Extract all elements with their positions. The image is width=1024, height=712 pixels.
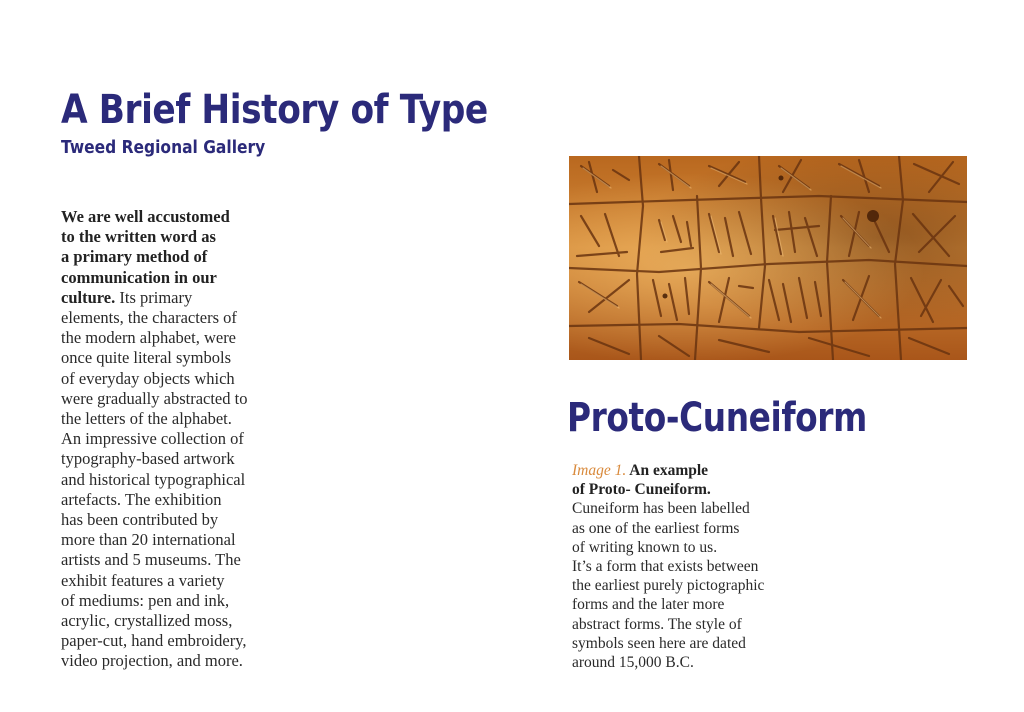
intro-text-line: artefacts. The exhibition <box>61 489 222 509</box>
image-label: Image 1. <box>572 462 627 479</box>
intro-text-line: once quite literal symbols <box>61 348 232 368</box>
intro-paragraph <box>61 207 291 672</box>
intro-lead-line: to the written word as <box>61 227 216 247</box>
intro-text-line: were gradually abstracted to <box>61 388 248 408</box>
intro-text-line: typography-based artwork <box>61 449 235 469</box>
intro-text-line <box>61 288 291 308</box>
caption-text-line: symbols seen here are dated <box>572 634 746 652</box>
caption-text-line: It’s a form that exists between <box>572 558 759 576</box>
intro-text-line: acrylic, crystallized moss, <box>61 611 233 631</box>
section-heading: Proto-Cuneiform <box>567 395 867 441</box>
caption-text-line: the earliest purely pictographic <box>572 577 765 595</box>
caption-lead-start: An example <box>626 462 709 479</box>
image-caption <box>572 461 832 672</box>
intro-text-line: of mediums: pen and ink, <box>61 590 230 610</box>
intro-text-line: the modern alphabet, were <box>61 328 237 348</box>
intro-text-line: video projection, and more. <box>61 651 243 671</box>
cuneiform-tablet-image <box>569 156 967 360</box>
intro-text-line: the letters of the alphabet. <box>61 409 232 429</box>
caption-text-line: forms and the later more <box>572 596 725 614</box>
cuneiform-tablet-illustration <box>569 156 967 360</box>
intro-lead-line: communication in our <box>61 267 217 287</box>
page-subtitle: Tweed Regional Gallery <box>61 137 266 158</box>
intro-text-line: paper-cut, hand embroidery, <box>61 631 247 651</box>
caption-lead-line: of Proto- Cuneiform. <box>572 481 711 499</box>
intro-text-line: elements, the characters of <box>61 308 237 328</box>
intro-text-line: and historical typographical <box>61 469 246 489</box>
intro-text-line: of everyday objects which <box>61 368 235 388</box>
page-title: A Brief History of Type <box>61 87 488 133</box>
intro-text-start: Its primary <box>115 287 193 307</box>
intro-lead-line: a primary method of <box>61 247 208 267</box>
intro-text-line: artists and 5 museums. The <box>61 550 241 570</box>
intro-text-line: An impressive collection of <box>61 429 244 449</box>
intro-lead-end: culture. <box>61 287 116 307</box>
intro-lead-line: We are well accustomed <box>61 207 230 226</box>
intro-text-line: has been contributed by <box>61 510 219 530</box>
caption-text-line: abstract forms. The style of <box>572 615 742 633</box>
caption-text-line: of writing known to us. <box>572 538 718 556</box>
caption-text-line: Cuneiform has been labelled <box>572 500 750 518</box>
intro-text-line: more than 20 international <box>61 530 236 550</box>
intro-text-line: exhibit features a variety <box>61 570 225 590</box>
caption-text-line: around 15,000 B.C. <box>572 654 694 672</box>
caption-first-line <box>572 461 832 480</box>
caption-text-line: as one of the earliest forms <box>572 519 740 537</box>
